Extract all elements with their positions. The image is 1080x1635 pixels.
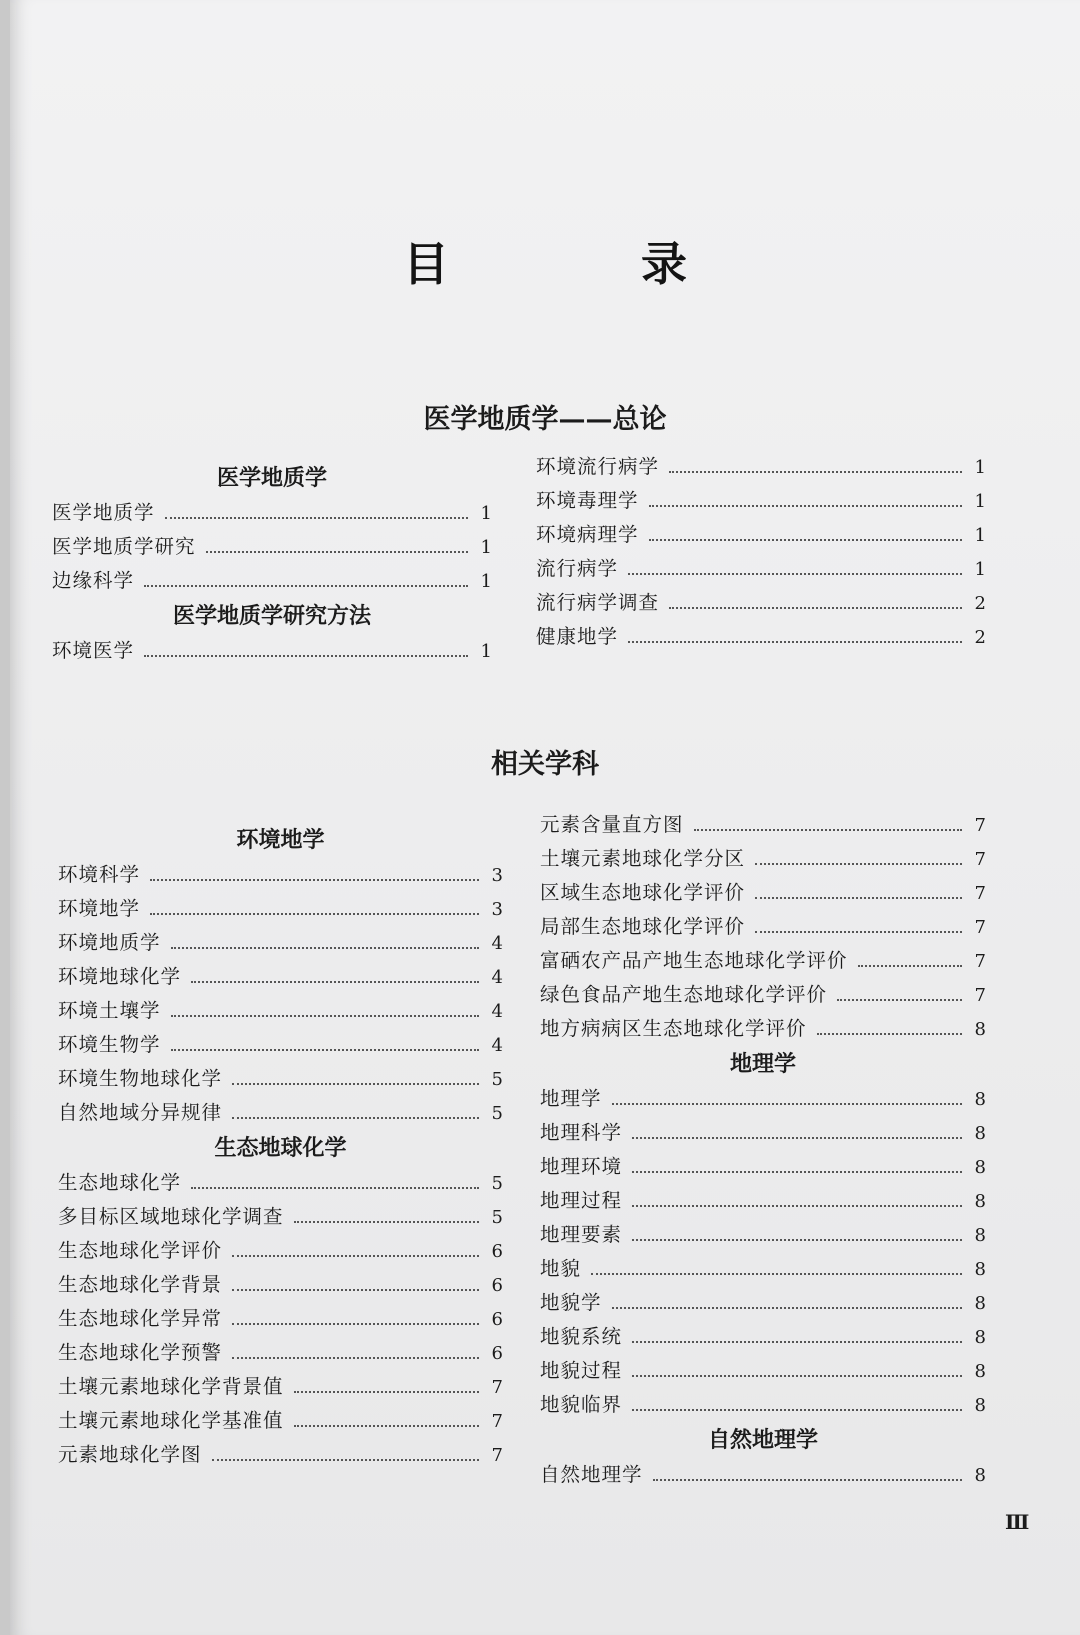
entry-page: 6 (491, 1343, 503, 1364)
entry-page: 8 (974, 1395, 986, 1416)
book-page (10, 0, 1080, 1635)
toc-entry (540, 876, 986, 910)
toc-title: 目 录 (402, 237, 775, 291)
entry-page: 8 (974, 1293, 986, 1314)
entry-text: 绿色食品产地生态地球化学评价 (540, 983, 828, 1006)
dot-leader (755, 897, 962, 899)
dot-leader (165, 517, 468, 519)
entry-text: 医学地质学 (52, 501, 155, 524)
toc-entry (540, 1354, 986, 1388)
entry-text: 地貌系统 (540, 1325, 623, 1348)
toc-entry (540, 1458, 986, 1492)
dot-leader (232, 1117, 479, 1119)
toc-entry (52, 496, 492, 530)
toc-entry (52, 634, 492, 668)
entry-page: 6 (491, 1241, 503, 1262)
dot-leader (232, 1083, 479, 1085)
dot-leader (669, 471, 962, 473)
part-title-related: 相关学科 (491, 749, 599, 780)
dot-leader (632, 1409, 962, 1411)
entry-text: 环境科学 (58, 863, 141, 886)
entry-text: 地理环境 (540, 1155, 623, 1178)
toc-entry (58, 1404, 503, 1438)
toc-entry (540, 842, 986, 876)
toc-entry (540, 1184, 986, 1218)
entry-page: 7 (974, 815, 986, 836)
entry-page: 1 (974, 559, 986, 580)
entry-text: 自然地域分异规律 (58, 1101, 223, 1124)
toc-entry (540, 1150, 986, 1184)
entry-page: 5 (491, 1207, 503, 1228)
entry-text: 边缘科学 (52, 569, 135, 592)
dot-leader (232, 1289, 479, 1291)
entry-page: 8 (974, 1225, 986, 1246)
entry-text: 地貌 (540, 1257, 582, 1280)
entry-page: 2 (974, 593, 986, 614)
toc-entry (58, 1268, 503, 1302)
part1-right-column (536, 450, 986, 654)
entry-text: 环境生物地球化学 (58, 1067, 223, 1090)
entry-text: 地方病病区生态地球化学评价 (540, 1017, 807, 1040)
entry-text: 地貌临界 (540, 1393, 623, 1416)
entry-page: 8 (974, 1157, 986, 1178)
dot-leader (150, 879, 479, 881)
entry-page: 8 (974, 1327, 986, 1348)
dot-leader (294, 1425, 479, 1427)
entry-page: 7 (491, 1445, 503, 1466)
entry-text: 环境医学 (52, 639, 135, 662)
dot-leader (628, 641, 962, 643)
entry-page: 5 (491, 1069, 503, 1090)
entry-page: 8 (974, 1259, 986, 1280)
part2-right-column (540, 808, 986, 1492)
toc-entry (58, 1200, 503, 1234)
entry-text: 地貌过程 (540, 1359, 623, 1382)
toc-entry (540, 1116, 986, 1150)
entry-text: 环境生物学 (58, 1033, 161, 1056)
entry-text: 土壤元素地球化学分区 (540, 847, 746, 870)
toc-entry (58, 1028, 503, 1062)
toc-entry (540, 1388, 986, 1422)
toc-entry (58, 1336, 503, 1370)
entry-page: 8 (974, 1019, 986, 1040)
entry-text: 环境毒理学 (536, 489, 639, 512)
dot-leader (858, 965, 962, 967)
dot-leader (755, 931, 962, 933)
entry-page: 3 (491, 899, 503, 920)
toc-entry (58, 1234, 503, 1268)
toc-entry (540, 978, 986, 1012)
toc-entry (540, 1252, 986, 1286)
dot-leader (294, 1221, 479, 1223)
dot-leader (232, 1357, 479, 1359)
entry-text: 流行病学调查 (536, 591, 660, 614)
toc-entry (536, 552, 986, 586)
entry-text: 生态地球化学预警 (58, 1341, 223, 1364)
dot-leader (632, 1375, 962, 1377)
entry-text: 生态地球化学 (58, 1171, 182, 1194)
entry-page: 1 (480, 571, 492, 592)
dot-leader (632, 1171, 962, 1173)
entry-page: 7 (491, 1377, 503, 1398)
entry-page: 1 (480, 537, 492, 558)
entry-page: 3 (491, 865, 503, 886)
entry-page: 7 (974, 849, 986, 870)
dot-leader (632, 1205, 962, 1207)
dot-leader (612, 1307, 962, 1309)
entry-page: 7 (974, 951, 986, 972)
entry-page: 7 (974, 917, 986, 938)
entry-text: 自然地理学 (540, 1463, 643, 1486)
entry-page: 1 (974, 491, 986, 512)
entry-text: 富硒农产品产地生态地球化学评价 (540, 949, 848, 972)
entry-text: 生态地球化学背景 (58, 1273, 223, 1296)
toc-entry (540, 808, 986, 842)
dot-leader (669, 607, 962, 609)
toc-entry (58, 960, 503, 994)
entry-text: 地貌学 (540, 1291, 602, 1314)
toc-entry (540, 1320, 986, 1354)
part-title-general: 医学地质学——总论 (423, 404, 667, 435)
entry-page: 5 (491, 1103, 503, 1124)
dot-leader (632, 1341, 962, 1343)
toc-entry (536, 586, 986, 620)
toc-entry (536, 484, 986, 518)
entry-text: 地理科学 (540, 1121, 623, 1144)
entry-page: 8 (974, 1089, 986, 1110)
toc-entry (58, 892, 503, 926)
dot-leader (206, 551, 468, 553)
toc-entry (58, 926, 503, 960)
toc-entry (540, 1082, 986, 1116)
dot-leader (294, 1391, 479, 1393)
entry-page: 8 (974, 1123, 986, 1144)
toc-entry (540, 1218, 986, 1252)
entry-text: 健康地学 (536, 625, 619, 648)
dot-leader (694, 829, 962, 831)
entry-page: 1 (974, 525, 986, 546)
dot-leader (232, 1323, 479, 1325)
toc-entry (536, 620, 986, 654)
entry-text: 区域生态地球化学评价 (540, 881, 746, 904)
entry-page: 6 (491, 1275, 503, 1296)
toc-entry (58, 1302, 503, 1336)
entry-text: 局部生态地球化学评价 (540, 915, 746, 938)
section-heading: 自然地理学 (707, 1427, 818, 1453)
entry-page: 8 (974, 1191, 986, 1212)
toc-entry (58, 1096, 503, 1130)
dot-leader (191, 1187, 479, 1189)
toc-entry (58, 1438, 503, 1472)
dot-leader (171, 1049, 479, 1051)
entry-page: 4 (491, 967, 503, 988)
dot-leader (171, 947, 479, 949)
entry-page: 5 (491, 1173, 503, 1194)
dot-leader (612, 1103, 962, 1105)
section-heading: 生态地球化学 (214, 1135, 347, 1161)
entry-page: 7 (974, 985, 986, 1006)
entry-page: 7 (974, 883, 986, 904)
entry-page: 8 (974, 1361, 986, 1382)
dot-leader (632, 1239, 962, 1241)
entry-text: 环境土壤学 (58, 999, 161, 1022)
section-heading: 医学地质学 (216, 465, 327, 491)
dot-leader (150, 913, 479, 915)
toc-entry (540, 1286, 986, 1320)
part2-left-column (58, 822, 503, 1472)
entry-text: 土壤元素地球化学背景值 (58, 1375, 284, 1398)
entry-page: 4 (491, 933, 503, 954)
entry-text: 地理学 (540, 1087, 602, 1110)
entry-page: 4 (491, 1035, 503, 1056)
entry-page: 1 (480, 503, 492, 524)
toc-entry (58, 994, 503, 1028)
dot-leader (171, 1015, 479, 1017)
dot-leader (755, 863, 962, 865)
entry-page: 1 (974, 457, 986, 478)
entry-text: 生态地球化学异常 (58, 1307, 223, 1330)
entry-text: 地理过程 (540, 1189, 623, 1212)
toc-entry (58, 1370, 503, 1404)
toc-entry (58, 1062, 503, 1096)
dot-leader (649, 539, 962, 541)
section-heading: 环境地学 (236, 827, 325, 853)
entry-text: 环境病理学 (536, 523, 639, 546)
dot-leader (817, 1033, 962, 1035)
section-heading: 地理学 (729, 1051, 796, 1077)
toc-entry (536, 450, 986, 484)
dot-leader (144, 655, 468, 657)
entry-text: 元素地球化学图 (58, 1443, 202, 1466)
toc-entry (540, 944, 986, 978)
entry-page: 4 (491, 1001, 503, 1022)
entry-text: 元素含量直方图 (540, 813, 684, 836)
toc-entry (540, 910, 986, 944)
toc-entry (58, 1166, 503, 1200)
entry-text: 环境流行病学 (536, 455, 660, 478)
dot-leader (144, 585, 468, 587)
entry-text: 环境地质学 (58, 931, 161, 954)
part1-left-column (52, 460, 492, 668)
dot-leader (632, 1137, 962, 1139)
dot-leader (628, 573, 962, 575)
dot-leader (837, 999, 962, 1001)
dot-leader (653, 1479, 962, 1481)
dot-leader (212, 1459, 479, 1461)
toc-entry (52, 564, 492, 598)
entry-text: 多目标区域地球化学调查 (58, 1205, 284, 1228)
entry-text: 环境地球化学 (58, 965, 182, 988)
entry-page: 8 (974, 1465, 986, 1486)
toc-entry (536, 518, 986, 552)
section-heading: 医学地质学研究方法 (172, 603, 371, 629)
entry-text: 流行病学 (536, 557, 619, 580)
page-number: Ⅲ (1005, 1510, 1030, 1534)
entry-text: 生态地球化学评价 (58, 1239, 223, 1262)
entry-text: 医学地质学研究 (52, 535, 196, 558)
dot-leader (649, 505, 962, 507)
entry-text: 地理要素 (540, 1223, 623, 1246)
toc-entry (52, 530, 492, 564)
entry-page: 2 (974, 627, 986, 648)
toc-entry (540, 1012, 986, 1046)
dot-leader (191, 981, 479, 983)
dot-leader (232, 1255, 479, 1257)
dot-leader (591, 1273, 962, 1275)
entry-page: 1 (480, 641, 492, 662)
entry-page: 6 (491, 1309, 503, 1330)
toc-entry (58, 858, 503, 892)
entry-page: 7 (491, 1411, 503, 1432)
entry-text: 土壤元素地球化学基准值 (58, 1409, 284, 1432)
entry-text: 环境地学 (58, 897, 141, 920)
